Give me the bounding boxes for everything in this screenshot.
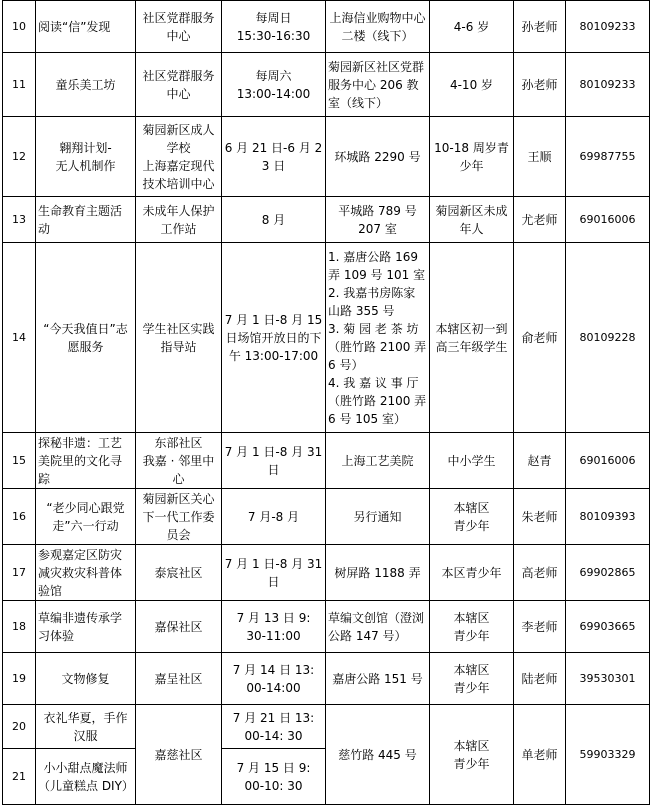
activity-time: 7 月 14 日 13: 00-14:00 [222,653,326,705]
phone: 80109233 [566,1,650,53]
row-number: 10 [3,1,36,53]
activity-name: 翱翔计划- 无人机制作 [36,117,136,197]
activity-time: 7 月 1 日-8 月 31 日 [222,433,326,489]
organizer: 嘉慈社区 [136,705,222,805]
row-number: 16 [3,489,36,545]
table-row [3,243,650,433]
audience: 本辖区 青少年 [430,601,514,653]
activity-place: 树屏路 1188 弄 [326,545,430,601]
audience: 本辖区 青少年 [430,705,514,805]
organizer: 社区党群服务中心 [136,53,222,117]
table-row [3,433,650,489]
audience: 本辖区 青少年 [430,489,514,545]
activity-time: 7 月 1 日-8 月 31 日 [222,545,326,601]
table-row [3,197,650,243]
audience: 中小学生 [430,433,514,489]
organizer: 菊园新区成人学校 上海嘉定现代技术培训中心 [136,117,222,197]
table-row [3,117,650,197]
activity-name: 小小甜点魔法师（儿童糕点 DIY） [36,749,136,805]
audience: 本区青少年 [430,545,514,601]
contact: 孙老师 [514,1,566,53]
audience: 10-18 周岁青少年 [430,117,514,197]
organizer: 嘉呈社区 [136,653,222,705]
row-number: 14 [3,243,36,433]
phone: 80109228 [566,243,650,433]
row-number: 11 [3,53,36,117]
phone: 69903665 [566,601,650,653]
contact: 李老师 [514,601,566,653]
organizer: 未成年人保护工作站 [136,197,222,243]
activity-name: 阅读“信”发现 [36,1,136,53]
contact: 俞老师 [514,243,566,433]
activity-name: “老少同心跟党走”六一行动 [36,489,136,545]
contact: 单老师 [514,705,566,805]
phone: 80109233 [566,53,650,117]
audience: 4-6 岁 [430,1,514,53]
activity-place: 嘉唐公路 151 号 [326,653,430,705]
row-number: 15 [3,433,36,489]
row-number: 12 [3,117,36,197]
activity-table [2,0,650,805]
activity-place: 平城路 789 号 207 室 [326,197,430,243]
organizer: 菊园新区关心下一代工作委员会 [136,489,222,545]
address-line: 1. 嘉唐公路 169 弄 109 号 101 室 [328,249,426,282]
activity-place: 慈竹路 445 号 [326,705,430,805]
activity-place: 另行通知 [326,489,430,545]
organizer: 泰宸社区 [136,545,222,601]
phone: 80109393 [566,489,650,545]
organizer: 嘉保社区 [136,601,222,653]
phone: 39530301 [566,653,650,705]
address-line: 3. 菊 园 老 茶 坊（胜竹路 2100 弄 6 号） [328,321,427,372]
contact: 高老师 [514,545,566,601]
table-row [3,1,650,53]
table-row [3,705,650,749]
address-line: 2. 我嘉书房陈家山路 355 号 [328,285,416,318]
activity-time: 每周日 15:30-16:30 [222,1,326,53]
phone: 69016006 [566,433,650,489]
activity-place: 上海工艺美院 [326,433,430,489]
activity-place: 草编文创馆（澄浏公路 147 号） [326,601,430,653]
activity-name: 草编非遗传承学习体验 [36,601,136,653]
address-line: 4. 我 嘉 议 事 厅（胜竹路 2100 弄 6 号 105 室） [328,375,427,426]
activity-name: 探秘非遗：工艺美院里的文化寻踪 [36,433,136,489]
activity-name: 文物修复 [36,653,136,705]
activity-time: 7 月-8 月 [222,489,326,545]
activity-time: 6 月 21 日-6 月 23 日 [222,117,326,197]
contact: 陆老师 [514,653,566,705]
activity-time: 7 月 15 日 9: 00-10: 30 [222,749,326,805]
phone: 69016006 [566,197,650,243]
contact: 王顺 [514,117,566,197]
activity-time: 8 月 [222,197,326,243]
row-number: 20 [3,705,36,749]
table-row [3,653,650,705]
activity-place: 菊园新区社区党群服务中心 206 教室（线下） [326,53,430,117]
organizer: 东部社区 我嘉 · 邻里中心 [136,433,222,489]
contact: 孙老师 [514,53,566,117]
row-number: 21 [3,749,36,805]
audience: 菊园新区未成年人 [430,197,514,243]
row-number: 19 [3,653,36,705]
activity-name: 童乐美工坊 [36,53,136,117]
activity-name: 生命教育主题活动 [36,197,136,243]
table-row [3,545,650,601]
activity-time: 7 月 1 日-8 月 15 日场馆开放日的下午 13:00-17:00 [222,243,326,433]
row-number: 13 [3,197,36,243]
table-row [3,489,650,545]
activity-name: “今天我值日”志愿服务 [36,243,136,433]
activity-place: 上海信业购物中心二楼（线下） [326,1,430,53]
activity-time: 每周六 13:00-14:00 [222,53,326,117]
phone: 69902865 [566,545,650,601]
contact: 尤老师 [514,197,566,243]
table-row [3,601,650,653]
contact: 朱老师 [514,489,566,545]
activity-time: 7 月 13 日 9: 30-11:00 [222,601,326,653]
phone: 59903329 [566,705,650,805]
activity-place: 环城路 2290 号 [326,117,430,197]
contact: 赵青 [514,433,566,489]
activity-name: 参观嘉定区防灾减灾救灾科普体验馆 [36,545,136,601]
row-number: 18 [3,601,36,653]
table-row [3,53,650,117]
row-number: 17 [3,545,36,601]
audience: 本辖区 青少年 [430,653,514,705]
activity-place-list [326,243,430,433]
organizer: 社区党群服务中心 [136,1,222,53]
audience: 本辖区初一到高三年级学生 [430,243,514,433]
activity-time: 7 月 21 日 13: 00-14: 30 [222,705,326,749]
phone: 69987755 [566,117,650,197]
organizer: 学生社区实践指导站 [136,243,222,433]
audience: 4-10 岁 [430,53,514,117]
activity-name: 衣礼华夏，手作汉服 [36,705,136,749]
